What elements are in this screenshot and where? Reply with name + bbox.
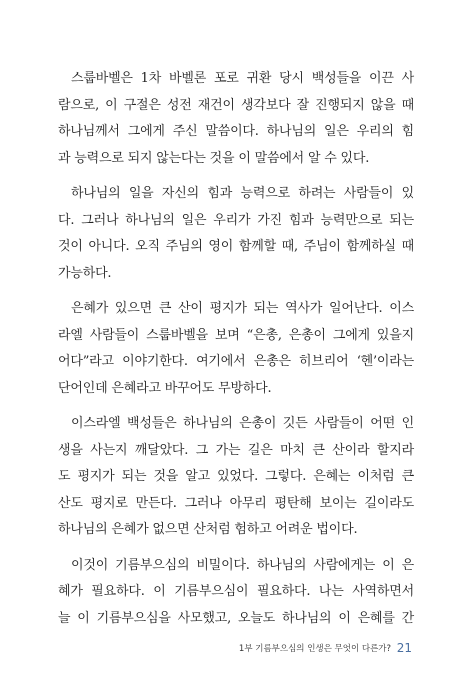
text-line: 어다”라고 이야기한다. 여기에서 은총은 히브리어 ‘헨’이라는 xyxy=(58,354,414,369)
paragraph-1 xyxy=(58,66,414,172)
text-line: 하나님께서 그에게 주신 말씀이다. 하나님의 일은 우리의 힘 xyxy=(58,124,414,139)
page-footer xyxy=(239,641,412,655)
text-line: 도 평지가 되는 것을 알고 있었다. 그렇다. 은혜는 이처럼 큰 xyxy=(58,469,414,484)
text-line: 람으로, 이 구절은 성전 재건이 생각보다 잘 진행되지 않을 때 xyxy=(58,97,414,113)
paragraph-2 xyxy=(58,181,414,287)
paragraph-4 xyxy=(58,411,414,544)
text-line: 생을 사는지 깨달았다. 그 가는 길은 마치 큰 산이라 할지라 xyxy=(58,442,414,458)
text-line: 것이 아니다. 오직 주님의 영이 함께할 때, 주님이 함께하실 때 xyxy=(58,239,414,254)
body-text xyxy=(58,66,414,641)
paragraph-3 xyxy=(58,296,414,402)
text-line: 은혜가 있으면 큰 산이 평지가 되는 역사가 일어난다. 이스 xyxy=(71,301,414,316)
text-line: 단어인데 은혜라고 바꾸어도 무방하다. xyxy=(58,380,272,396)
paragraph-5 xyxy=(58,553,414,633)
page-number: 21 xyxy=(396,641,412,655)
text-line: 혜가 필요하다. 이 기름부으심이 필요하다. 나는 사역하면서 xyxy=(58,584,414,599)
text-line: 과 능력으로 되지 않는다는 것을 이 말씀에서 알 수 있다. xyxy=(58,150,370,166)
text-line: 하나님의 일을 자신의 힘과 능력으로 하려는 사람들이 있 xyxy=(71,186,414,201)
text-line: 스룹바벨은 1차 바벨론 포로 귀환 당시 백성들을 이끈 사 xyxy=(71,71,414,86)
text-line: 가능하다. xyxy=(58,265,112,281)
text-line: 이것이 기름부으심의 비밀이다. 하나님의 사람에게는 이 은 xyxy=(71,557,414,573)
text-line: 하나님의 은혜가 없으면 산처럼 험하고 어려운 법이다. xyxy=(58,522,358,537)
running-title: 1부 기름부으심의 인생은 무엇이 다른가? xyxy=(238,644,392,654)
text-line: 다. 그러나 하나님의 일은 우리가 가진 힘과 능력만으로 되는 xyxy=(58,212,414,228)
text-line: 산도 평지로 만든다. 그러나 아무리 평탄해 보이는 길이라도 xyxy=(58,495,414,511)
text-line: 이스라엘 백성들은 하나님의 은총이 깃든 사람들이 어떤 인 xyxy=(71,416,414,431)
text-line: 늘 이 기름부으심을 사모했고, 오늘도 하나님의 이 은혜를 간 xyxy=(58,610,414,626)
text-line: 라엘 사람들이 스룹바벨을 보며 “은총, 은총이 그에게 있을지 xyxy=(58,327,414,343)
